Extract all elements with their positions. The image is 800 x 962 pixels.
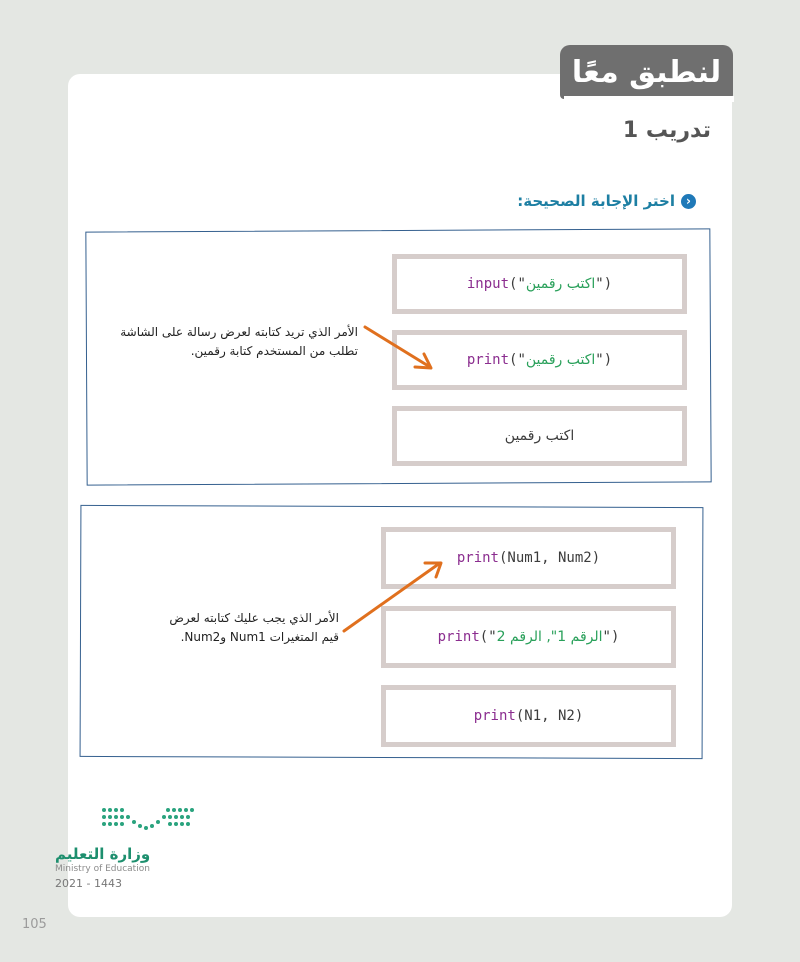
exercise-title: تدريب 1 [622, 118, 711, 143]
code-close: ") [595, 276, 613, 292]
q2-option-string[interactable] [381, 606, 676, 668]
instruction-text: اختر الإجابة الصحيحة: [517, 192, 675, 210]
ministry-name-en: Ministry of Education [55, 864, 150, 874]
ministry-logo-icon [100, 806, 196, 836]
code-open: (" [509, 352, 526, 368]
ministry-name-ar: وزارة التعليم [55, 845, 151, 863]
code-keyword: input [466, 276, 510, 292]
code-string: الرقم 1", الرقم 2 [496, 629, 603, 645]
code-keyword: print [437, 629, 480, 645]
page-number: 105 [22, 917, 47, 932]
option-text: اكتب رقمين [504, 428, 575, 444]
section-tag: لنطبق معًا [560, 45, 733, 99]
q1-option-print[interactable] [392, 330, 687, 390]
code-keyword: print [473, 708, 516, 724]
code-args: (N1, N2) [515, 708, 584, 724]
q1-annotation-line2: تطلب من المستخدم كتابة رقمين. [190, 344, 358, 358]
code-open: (" [479, 629, 497, 645]
q1-annotation-line1: الأمر الذي تريد كتابته لعرض رسالة على الشاشة [120, 325, 358, 339]
code-keyword: print [456, 550, 499, 566]
code-args: (Num1, Num2) [499, 550, 601, 566]
q1-option-text[interactable] [392, 406, 687, 466]
q2-annotation-line1: الأمر الذي يجب عليك كتابته لعرض [169, 611, 339, 625]
q2-annotation [169, 609, 339, 647]
q2-annotation-line2: قيم المتغيرات Num1 وNum2. [180, 630, 339, 644]
q2-option-num[interactable] [381, 527, 676, 589]
code-open: (" [509, 276, 526, 292]
q1-option-input[interactable] [392, 254, 687, 314]
code-keyword: print [466, 352, 510, 368]
code-close: ") [595, 352, 613, 368]
chevron-left-circle-icon: ‹ [681, 194, 696, 209]
edition-year: 2021 - 1443 [55, 877, 122, 890]
code-close: ") [602, 629, 620, 645]
code-string: اكتب رقمين [525, 352, 596, 368]
q1-annotation [120, 323, 358, 361]
instruction [517, 192, 696, 210]
section-tag-divider [564, 96, 734, 102]
code-string: اكتب رقمين [525, 276, 596, 292]
q2-option-n[interactable] [381, 685, 676, 747]
